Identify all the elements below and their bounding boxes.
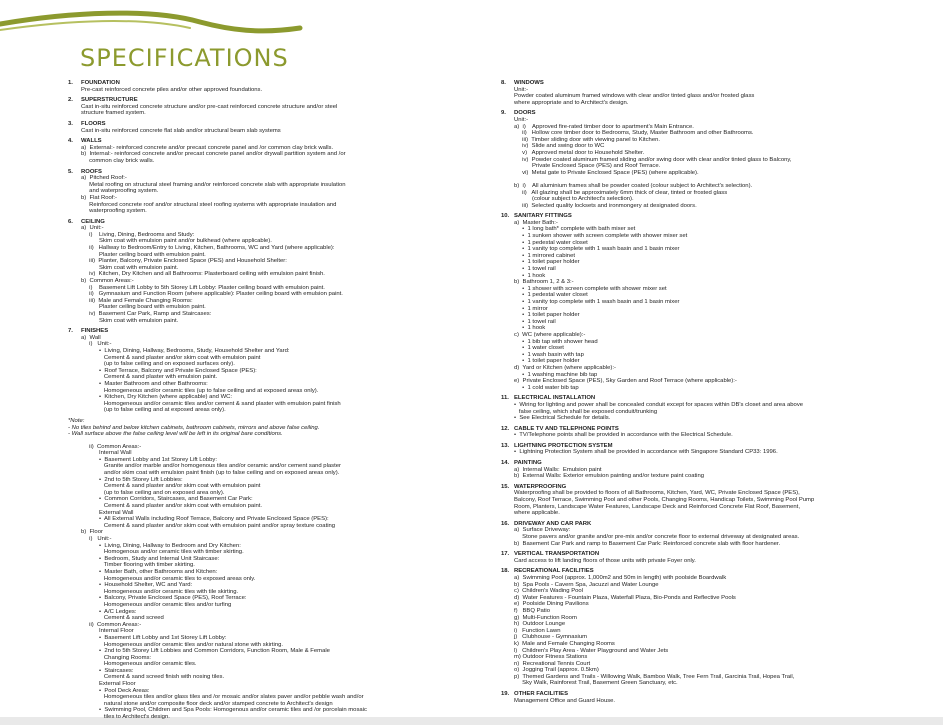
section-line: and waterproofing system. [81,188,159,195]
section-line: b) Floor [81,529,103,536]
section-heading: VERTICAL TRANSPORTATION [514,551,600,558]
section-line: • Wiring for lighting and power shall be concealed conduit except for spaces within DB's closet and area above [514,401,804,408]
section-line: Metal roofing on structural steel framing and/or reinforced concrete slab with appropriate insulation [81,181,346,188]
section-line: • Pool Deck Areas: [81,687,150,694]
section-line: Skim coat with emulsion paint and/or bulkhead (where applicable). [81,238,272,245]
section-number: 14. [501,460,510,467]
section-line: i) Unit:- [81,536,112,542]
section-line: Homogeneous and/or ceramic tiles and/or cement & sand plaster with emulsion paint finish [81,400,341,407]
finishes-continued-lines [81,444,488,721]
section-line: • 1 sunken shower with screen complete with shower mixer set [514,233,688,240]
spec-section [68,97,488,117]
section-line: Homogeneous and/or ceramic tiles and/or turfing [81,601,232,608]
section-line: • 1 mirrored cabinet [514,252,575,259]
spec-section [501,691,891,704]
section-line: o) Jogging Trail (approx. 0.5km) [514,667,599,674]
section-number: 5. [68,168,73,175]
section-line: b) Basement Car Park and ramp to Basement Car Park: Reinforced concrete slab with floor hardener. [514,540,781,547]
section-line: Cast in-situ reinforced concrete structure and/or pre-cast reinforced concrete structure and/or steel [81,103,338,110]
section-line: Homogeneous and/or ceramic tiles. [81,661,197,668]
section-number: 13. [501,442,510,449]
section-line: b) Bathroom 1, 2 & 3:- [514,279,574,286]
spec-section [68,169,488,215]
section-line: iv) Kitchen, Dry Kitchen and all Bathrooms: Plasterboard ceiling with emulsion paint finish. [81,271,325,278]
section-heading: WINDOWS [514,80,544,86]
section-line: Cast in-situ reinforced concrete flat slab and/or structural beam slab systems [81,127,281,134]
section-line: Internal Wall [81,450,132,457]
section-number: 2. [68,97,73,104]
section-line: natural stone and/or composite floor deck and/or stamped concrete to Architect's design [81,700,333,707]
section-line: where appropriate and to Architect's design. [514,99,629,106]
section-line: Timber flooring with timber skirting. [81,562,195,569]
section-line: Card access to lift landing floors of those units with private Foyer only. [514,557,696,564]
section-number: 8. [501,80,506,86]
section-line: • 1 hook [514,325,546,332]
section-line: • Common Corridors, Staircases, and Basement Car Park: [81,496,253,503]
section-line: (colour subject to Architect's selection). [514,196,634,203]
section-line: Pre-cast reinforced concrete piles and/or other approved foundations. [81,86,263,93]
spec-section [501,551,891,564]
section-line: a) Master Bath:- [514,219,558,226]
section-heading: ELECTRICAL INSTALLATION [514,395,596,402]
section-line: b) Spa Pools - Cavern Spa, Jacuzzi and Water Lounge [514,581,659,588]
section-line: Changing Rooms: [81,654,152,661]
spec-section [501,484,891,517]
section-heading: DOORS [514,110,536,117]
spec-section [501,568,891,687]
spec-section [68,121,488,134]
section-line: b) Flat Roof:- [81,194,118,201]
section-number: 17. [501,551,510,558]
spec-section [68,219,488,325]
section-line: e) Private Enclosed Space (PES), Sky Garden and Roof Terrace (where applicable):- [514,378,737,385]
section-line: • 1 washing machine bib tap [514,371,598,378]
section-line: Balcony, Roof Terrace, Swimming Pool and other Pools, Changing Rooms, Handicap Toilets, Swimming Pool Pump [514,497,815,504]
section-line: • 1 toilet paper holder [514,259,580,266]
section-line: h) Outdoor Lounge [514,621,566,628]
section-line: Skim coat with emulsion paint. [81,264,179,271]
section-line: iii) Selected quality locksets and ironmongery at designated doors. [514,202,697,209]
section-line: ii) Common Areas:- [81,621,142,628]
section-heading: SUPERSTRUCTURE [81,97,138,104]
section-line: i) Living, Dining, Bedrooms and Study: [81,231,195,238]
section-line: • 1 mirror [514,305,548,312]
section-line: • 1 vanity top complete with 1 wash basin and 1 basin mixer [514,246,680,253]
section-line: tiles to Architect's design. [81,714,170,721]
decorative-swoosh [0,0,340,50]
section-line: • 2nd to 5th Storey Lift Lobbies: [81,476,183,483]
section-number: 11. [501,395,509,402]
section-line: • 1 towel rail [514,318,556,325]
section-line: m) Outdoor Fitness Stations [514,654,588,661]
section-heading: FOUNDATION [81,80,120,86]
section-line: c) Children's Wading Pool [514,588,584,595]
section-line: • 1 vanity top complete with 1 wash basin and 1 basin mixer [514,299,680,305]
section-line: • Lightning Protection System shall be provided in accordance with Singapore Standard CP33: 1996. [514,449,778,456]
section-number: 3. [68,120,73,127]
section-line: • 1 cold water bib tap [514,384,579,391]
section-heading: ROOFS [81,168,102,175]
section-line: Management Office and Guard House. [514,697,616,704]
section-line: • Kitchen, Dry Kitchen (where applicable) and WC: [81,394,233,401]
section-line: Unit:- [514,86,529,93]
section-line: vi) Metal gate to Private Enclosed Space (PES) (where applicable). [514,169,699,176]
section-heading: CEILING [81,218,105,225]
section-number: 15. [501,483,510,490]
left-sections [68,80,488,414]
section-line: Waterproofing shall be provided to floors of all Bathrooms, Kitchen, Yard, WC, Private Enclosed Space (PES), [514,490,800,497]
section-line: Homogeneous tiles and/or glass tiles and /or mosaic and/or slates paver and/or pebble wash and/or [81,694,364,701]
section-line: • 1 pedestal water closet [514,292,588,299]
section-line: ii) All glazing shall be approximately 6mm thick of clear, tinted or frosted glass [514,189,728,196]
section-line: Granite and/or marble and/or homogenous tiles and/or ceramic and/or cement sand plaster [81,463,341,470]
section-line: • 1 long bath* complete with bath mixer set [514,226,636,233]
section-line: j) Clubhouse - Gymnasium [514,634,588,641]
section-heading: WATERPROOFING [514,483,567,490]
section-heading: FLOORS [81,120,106,127]
section-line: Cement & sand screed finish with nosing tiles. [81,674,225,681]
section-number: 18. [501,568,510,575]
section-line: v) Approved metal door to Household Shelter. [514,149,645,156]
section-line: Plaster ceiling board with emulsion paint. [81,304,206,311]
section-line: Unit:- [514,116,529,123]
section-line: a) Unit:- [81,225,104,232]
section-line: b) External Walls: Exterior emulsion painting and/or texture paint coating [514,473,705,480]
right-column [501,80,891,708]
section-number: 19. [501,691,510,698]
section-line: Cement & sand plaster with emulsion paint. [81,374,218,381]
section-line: waterproofing system. [81,208,147,215]
section-line: common clay brick walls. [81,157,155,164]
section-heading: LIGHTNING PROTECTION SYSTEM [514,442,613,449]
section-line: External Floor [81,681,136,688]
section-number: 10. [501,213,510,220]
right-sections [501,80,891,704]
section-line: Cement & sand screed [81,615,164,622]
section-heading: WALLS [81,138,102,145]
section-line: • 2nd to 5th Storey Lift Lobbies and Common Corridors, Function Room, Male & Female [81,648,330,655]
section-line: • 1 wash basin with tap [514,351,584,358]
section-line: • See Electrical Schedule for details. [514,415,611,422]
section-line: • All External Walls including Roof Terrace, Balcony and Private Enclosed Space (PES): [81,516,329,523]
section-line: • Master Bath, other Bathrooms and Kitchen: [81,568,218,575]
section-line: • Balcony, Private Enclosed Space (PES), Roof Terrace: [81,595,247,602]
section-heading: DRIVEWAY AND CAR PARK [514,520,592,527]
section-line: • Swimming Pool, Children and Spa Pools: Homogenous and/or ceramic tiles and /or porcelain mosaic [81,707,367,714]
section-line: i) Unit:- [81,341,112,348]
left-column [68,80,488,725]
section-line [514,176,891,183]
finishes-note: *Note: - No tiles behind and below kitchen cabinets, bathroom cabinets, mirrors and above false ceiling. - Wall surface above the false ceiling level will be left in its original bare conditions. [68,417,320,438]
section-line: c) WC (where applicable):- [514,331,586,338]
section-line: ii) Hallway to Bedroom/Entry to Living, Kitchen, Bathrooms, WC and Yard (where applicable): [81,245,335,252]
section-line: ii) Hollow core timber door to Bedrooms, Study, Master Bathroom and other Bathrooms. [514,130,754,137]
spec-section [501,521,891,547]
section-line: where applicable. [514,510,560,517]
section-number: 9. [501,110,506,117]
section-line: structure framed system. [81,110,146,117]
section-line: d) Water Features - Fountain Plaza, Waterfall Plaza, Bio-Ponds and Reflective Pools [514,594,736,601]
page-title: SPECIFICATIONS [80,44,289,72]
section-line: l) Children's Play Area - Water Playground and Water Jets [514,647,669,654]
section-heading: RECREATIONAL FACILITIES [514,568,594,575]
section-line: • 1 pedestal water closet [514,239,588,246]
spec-section [68,138,488,164]
section-line: iii) Male and Female Changing Rooms: [81,297,193,304]
section-line: ii) Gymnasium and Function Room (where applicable): Plaster ceiling board with emulsion paint. [81,291,343,298]
spec-section [501,213,891,391]
section-line: and/or skim coat with emulsion paint finish (up to false ceiling and on exposed areas only). [81,470,340,477]
section-heading: PAINTING [514,460,542,467]
section-line: Plaster ceiling board with emulsion paint. [81,251,206,258]
section-line: • Living, Dining, Hallway to Bedroom and Dry Kitchen: [81,542,241,549]
section-number: 4. [68,138,73,145]
section-line: • Basement Lobby and 1st Storey Lift Lobby: [81,456,217,463]
section-number: 7. [68,328,73,335]
finishes-continued [68,444,488,721]
section-line: a) Internal Walls: Emulsion paint [514,466,602,473]
spec-section [68,328,488,414]
section-line: f) BBQ Patio [514,607,551,614]
section-line: • 1 shower with screen complete with shower mixer set [514,285,667,292]
section-number: 12. [501,425,510,432]
section-line: • 1 hook [514,272,546,279]
section-line: Homogeneous and/or ceramic tiles and/or natural stone with skirting. [81,641,284,648]
section-line: d) Yard or Kitchen (where applicable):- [514,364,616,371]
section-line: e) Poolside Dining Pavilions [514,601,589,608]
section-line: ii) Common Areas:- [81,443,142,450]
section-line: b) i) All aluminium frames shall be powder coated (colour subject to Architect's selection). [514,182,753,189]
section-heading: FINISHES [81,328,109,335]
spec-section [501,443,891,456]
section-line: b) Internal:- reinforced concrete and/or precast concrete panel and/or drywall partition system and /or [81,151,346,158]
section-line: Homogenous and/or ceramic tiles with timber skirting. [81,549,244,556]
section-line: iv) Powder coated aluminum framed sliding and/or swing door with clear and/or tinted glass to Balcony, [514,156,792,163]
section-line: Internal Floor [81,628,134,635]
section-line: • Roof Terrace, Balcony and Private Enclosed Space (PES): [81,367,257,374]
section-number: 6. [68,218,73,225]
spec-section [501,426,891,439]
section-line: b) Common Areas:- [81,278,134,285]
section-line: • 1 toilet paper holder [514,358,580,365]
section-line: iv) Slide and swing door to WC [514,143,605,150]
section-heading: OTHER FACILITIES [514,691,568,698]
section-line: g) Multi-Function Room [514,614,577,621]
section-line: • Living, Dining, Hallway, Bedrooms, Study, Household Shelter and Yard: [81,347,290,354]
section-line: Homogeneous and/or ceramic tiles to exposed areas only. [81,575,256,582]
section-line: • A/C Ledges: [81,608,137,615]
section-line: Homogeneous and/or ceramic tiles (up to false ceiling and at exposed areas only). [81,387,319,394]
section-line: • 1 towel rail [514,266,556,273]
section-line: • Household Shelter, WC and Yard: [81,582,193,589]
section-line: a) i) Approved fire-rated timber door to apartment's Main Entrance. [514,123,694,130]
section-line: • 1 water closet [514,345,564,352]
section-line: k) Male and Female Changing Rooms [514,640,615,647]
spec-section [501,110,891,209]
section-line: • 1 bib tap with shower head [514,338,598,345]
section-line: Skim coat with emulsion paint. [81,317,179,324]
section-line: a) Surface Driveway: [514,527,571,534]
section-line: a) Swimming Pool (approx. 1,000m2 and 50m in length) with poolside Boardwalk [514,574,727,581]
section-line: Private Enclosed Space (PES) and Roof Terrace. [514,163,661,170]
section-line: p) Themed Gardens and Trails - Willowing Walk, Bamboo Walk, Tree Fern Trail, Garcinia Trail, Hopea Trail, [514,673,795,680]
section-line: false ceiling, which shall be exposed conduit/trunking [514,408,658,415]
section-line: (up to false ceiling and at exposed areas only). [81,407,226,414]
section-line: Reinforced concrete roof and/or structural steel roofing systems with appropriate insulation and [81,201,337,208]
section-line: Cement & sand plaster and/or skim coat with emulsion paint [81,354,261,361]
spec-section [501,395,891,421]
section-line: i) Function Lawn [514,627,561,634]
section-number: 1. [68,80,73,86]
section-line: Cement & sand plaster and/or skim coat with emulsion paint [81,483,261,490]
spec-section [501,460,891,480]
section-line: iii) Planter, Balcony, Private Enclosed Space (PES) and Household Shelter: [81,258,287,265]
section-line: (up to false ceiling and on exposed surfaces only). [81,361,235,368]
section-line: Cement & sand plaster and/or skim coat with emulsion paint and/or spray texture coating [81,522,336,529]
spec-section [68,80,488,93]
section-line: Room, Planters, Landscape Water Features, Landscape Deck and Reinforced Concrete Flat Roof, Basement, [514,503,800,510]
section-heading: SANITARY FITTINGS [514,213,572,220]
section-line: Homogeneous and/or ceramic tiles with tile skirting. [81,588,239,595]
section-line: iv) Basement Car Park, Ramp and Staircases: [81,311,212,317]
section-line: • Basement Lift Lobby and 1st Storey Lift Lobby: [81,634,227,641]
section-line: • Master Bathroom and other Bathrooms: [81,380,208,387]
section-line: i) Basement Lift Lobby to 5th Storey Lift Lobby: Plaster ceiling board with emulsion paint. [81,284,325,291]
section-line: • Bedroom, Study and Internal Unit Staircase: [81,555,220,562]
section-line: • 1 toilet paper holder [514,312,580,319]
section-number: 16. [501,520,510,527]
section-line: a) External:- reinforced concrete and/or precast concrete panel and /or common clay brick walls. [81,144,334,151]
section-line: • TV/Telephone points shall be provided in accordance with the Electrical Schedule. [514,432,733,439]
section-line: (up to false ceiling and on exposed area only). [81,489,225,496]
section-line: n) Recreational Tennis Court [514,660,591,667]
section-line: Sky Walk, Rainforest Trail, Basement Green Sanctuary, etc. [514,680,678,687]
section-line: a) Wall [81,334,101,341]
section-line: • Staircases: [81,667,134,674]
section-line: Stone pavers and/or granite and/or pre-mix and/or concrete floor to external driveway at designated areas. [514,534,800,540]
section-line: Cement & sand plaster and/or skim coat with emulsion paint. [81,503,263,510]
section-line: a) Pitched Roof:- [81,175,127,182]
section-line: Powder coated aluminum framed windows with clear and/or tinted glass and/or frosted glass [514,93,755,100]
section-line: iii) Timber sliding door with viewing panel to Kitchen. [514,136,661,143]
section-heading: CABLE TV AND TELEPHONE POINTS [514,425,619,432]
spec-section [501,80,891,106]
section-line: External Wall [81,509,134,516]
